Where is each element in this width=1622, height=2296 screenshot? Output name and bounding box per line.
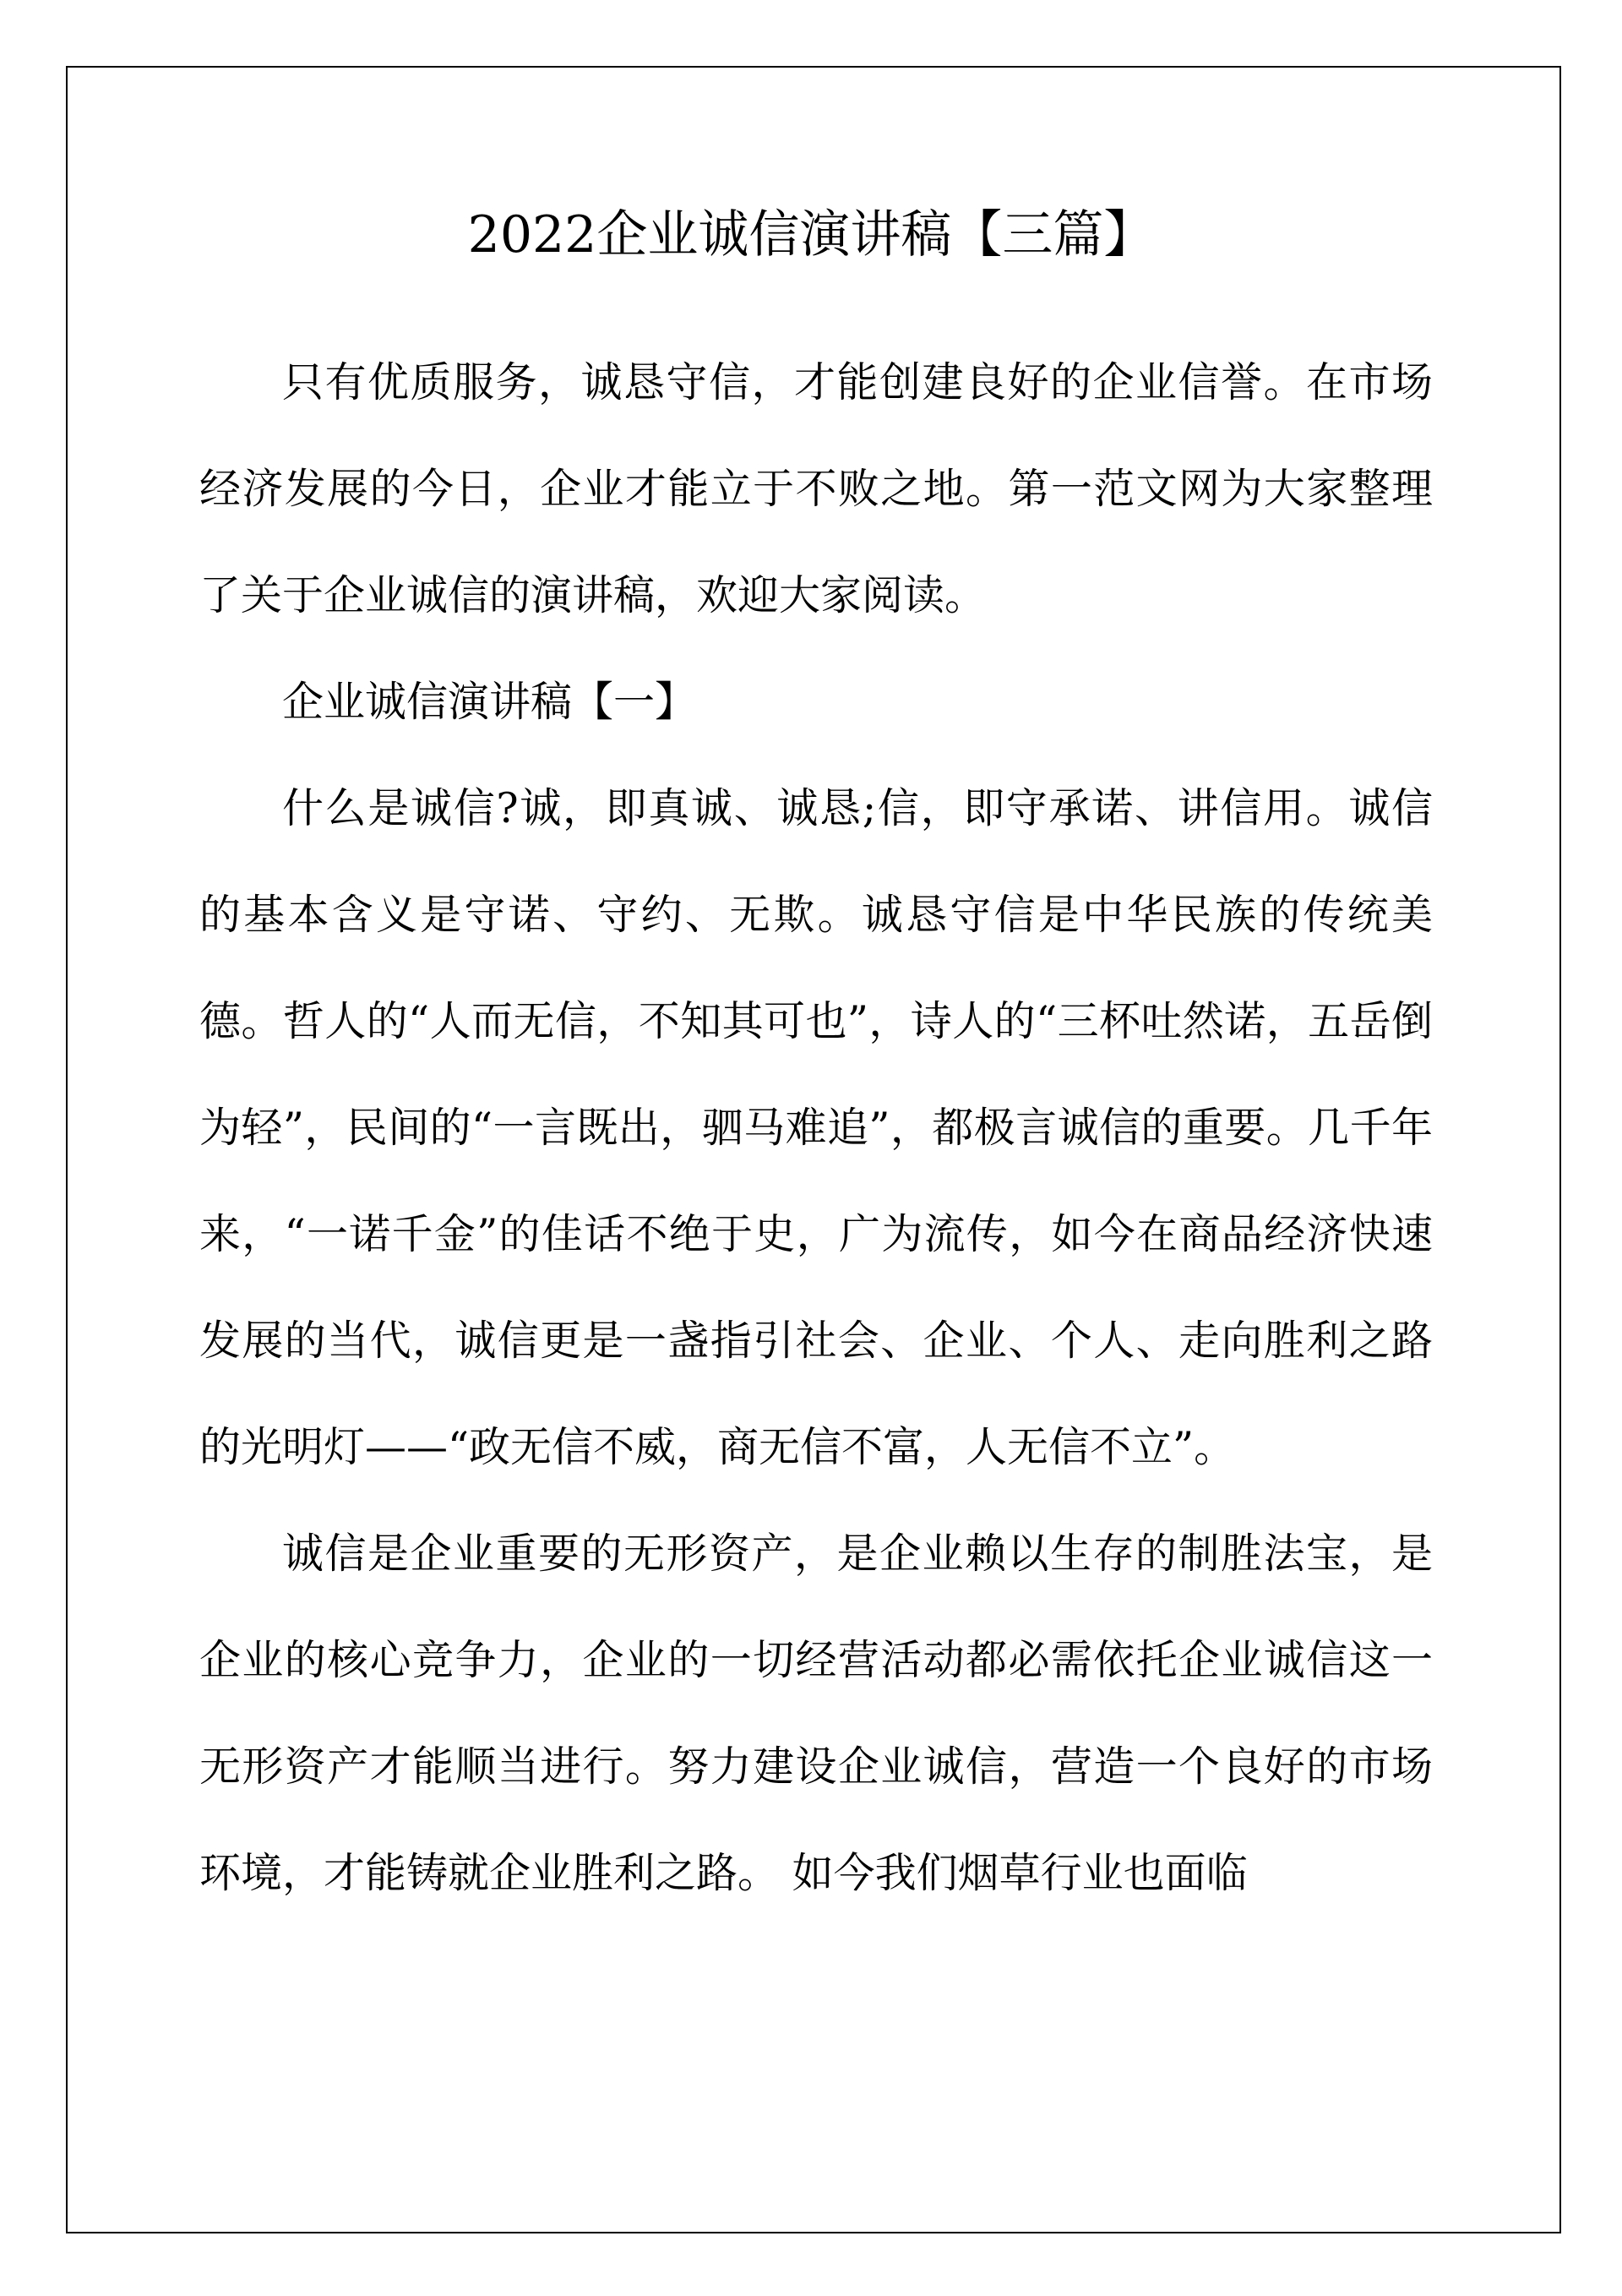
document-body (199, 330, 1433, 1927)
body-paragraph: 诚信是企业重要的无形资产，是企业赖以生存的制胜法宝，是企业的核心竞争力，企业的一切经营活动都必需依托企业诚信这一无形资产才能顺当进行。努力建设企业诚信，营造一个良好的市场环境，才能铸就企业胜利之路。 如今我们烟草行业也面临 (199, 1530, 1433, 1897)
body-paragraph: 什么是诚信?诚，即真诚、诚恳;信，即守承诺、讲信用。诚信的基本含义是守诺、守约、无欺。诚恳守信是中华民族的传统美德。哲人的“人而无信，不知其可也”，诗人的“三杯吐然诺，五岳倒为轻”，民间的“一言既出，驷马难追”，都极言诚信的重要。几千年来，“一诺千金”的佳话不绝于史，广为流传，如今在商品经济快速发展的当代，诚信更是一盏指引社会、企业、个人、走向胜利之路的光明灯——“政无信不威，商无信不富，人无信不立”。 (199, 784, 1433, 1471)
intro-paragraph: 只有优质服务，诚恳守信，才能创建良好的企业信誉。在市场经济发展的今日，企业才能立于不败之地。第一范文网为大家整理了关于企业诚信的演讲稿，欢迎大家阅读。 (199, 358, 1433, 619)
section-heading-one: 企业诚信演讲稿【一】 (282, 678, 697, 726)
document-title: 2022企业诚信演讲稿【三篇】 (467, 205, 1155, 265)
